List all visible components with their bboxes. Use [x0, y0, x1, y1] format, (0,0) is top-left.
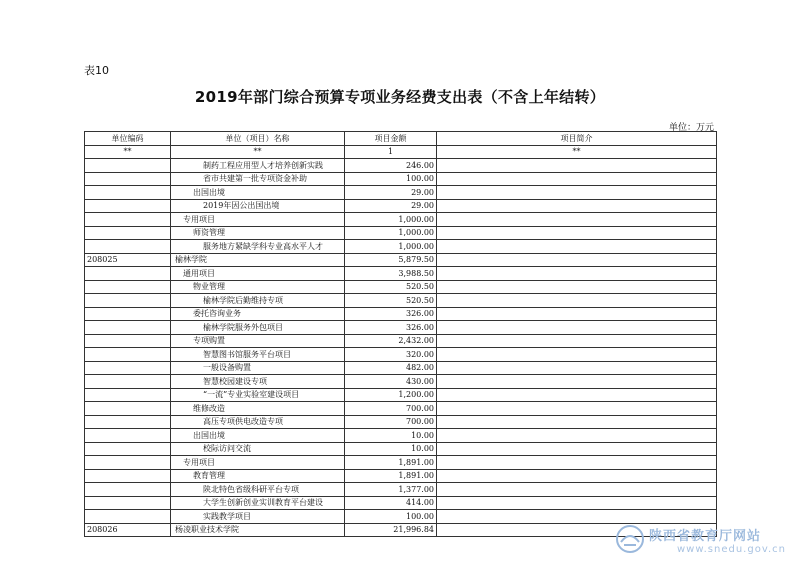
row-amount: 246.00 — [345, 159, 437, 173]
row-description — [437, 483, 717, 497]
row-amount: 1,000.00 — [345, 213, 437, 227]
row-unit-code — [85, 429, 171, 443]
table-row — [85, 280, 717, 294]
row-unit-code — [85, 294, 171, 308]
row-description — [437, 348, 717, 362]
row-unit-code — [85, 213, 171, 227]
row-amount: 21,996.84 — [345, 523, 437, 537]
row-description — [437, 199, 717, 213]
header-unit-name: 单位（项目）名称 — [171, 132, 345, 146]
row-item-name: 一般设备购置 — [171, 361, 345, 375]
row-description — [437, 240, 717, 254]
row-unit-code — [85, 415, 171, 429]
header-unit-code: 单位编码 — [85, 132, 171, 146]
row-description — [437, 213, 717, 227]
row-description — [437, 280, 717, 294]
row-amount: 1,891.00 — [345, 469, 437, 483]
row-amount: 326.00 — [345, 307, 437, 321]
row-description — [437, 388, 717, 402]
table-row — [85, 402, 717, 416]
row-description — [437, 415, 717, 429]
row-description — [437, 307, 717, 321]
row-unit-code — [85, 496, 171, 510]
row-item-name: 榆林学院服务外包项目 — [171, 321, 345, 335]
table-row — [85, 375, 717, 389]
header-row — [85, 132, 717, 146]
row-amount: 414.00 — [345, 496, 437, 510]
table-row — [85, 496, 717, 510]
row-description — [437, 294, 717, 308]
row-unit-code: 208026 — [85, 523, 171, 537]
row-amount: 700.00 — [345, 415, 437, 429]
unit-label: 单位：万元 — [668, 123, 714, 133]
row-amount: 3,988.50 — [345, 267, 437, 281]
row-amount: 482.00 — [345, 361, 437, 375]
marker-cell: ** — [437, 145, 717, 159]
table-row — [85, 172, 717, 186]
table-row — [85, 469, 717, 483]
row-item-name: 榆林学院后勤维持专项 — [171, 294, 345, 308]
row-description — [437, 186, 717, 200]
row-amount: 520.50 — [345, 294, 437, 308]
row-item-name: 专项购置 — [171, 334, 345, 348]
marker-cell: 1 — [345, 145, 437, 159]
row-description — [437, 267, 717, 281]
row-description — [437, 469, 717, 483]
row-description — [437, 496, 717, 510]
row-description — [437, 361, 717, 375]
table-row — [85, 307, 717, 321]
row-amount: 10.00 — [345, 429, 437, 443]
table-row — [85, 483, 717, 497]
row-amount: 1,000.00 — [345, 226, 437, 240]
row-item-name: 出国出境 — [171, 429, 345, 443]
row-item-name: 智慧图书馆服务平台项目 — [171, 348, 345, 362]
row-item-name: 委托咨询业务 — [171, 307, 345, 321]
row-amount: 5,879.50 — [345, 253, 437, 267]
row-item-name: 省市共建第一批专项资金补助 — [171, 172, 345, 186]
row-amount: 10.00 — [345, 442, 437, 456]
row-description — [437, 442, 717, 456]
table-row — [85, 429, 717, 443]
table-row — [85, 442, 717, 456]
row-amount: 100.00 — [345, 172, 437, 186]
row-unit-code — [85, 307, 171, 321]
site-logo-icon — [615, 524, 645, 554]
table-row — [85, 348, 717, 362]
row-item-name: 专用项目 — [171, 213, 345, 227]
site-watermark — [615, 522, 800, 567]
row-amount: 1,200.00 — [345, 388, 437, 402]
marker-cell: ** — [171, 145, 345, 159]
marker-cell: ** — [85, 145, 171, 159]
row-unit-code — [85, 483, 171, 497]
row-description — [437, 172, 717, 186]
table-row — [85, 267, 717, 281]
row-item-name: 服务地方紧缺学科专业高水平人才 — [171, 240, 345, 254]
row-amount: 430.00 — [345, 375, 437, 389]
row-item-name: 高压专项供电改造专项 — [171, 415, 345, 429]
row-unit-code — [85, 361, 171, 375]
row-item-name: 通用项目 — [171, 267, 345, 281]
row-item-name: 教育管理 — [171, 469, 345, 483]
row-unit-code — [85, 172, 171, 186]
row-description — [437, 321, 717, 335]
row-unit-code — [85, 321, 171, 335]
budget-table — [84, 131, 717, 537]
row-item-name: 校际访问交流 — [171, 442, 345, 456]
table-row — [85, 361, 717, 375]
row-amount: 326.00 — [345, 321, 437, 335]
row-description — [437, 226, 717, 240]
row-item-name: 2019年因公出国出境 — [171, 199, 345, 213]
row-unit-code — [85, 240, 171, 254]
watermark-site-name: 陕西省教育厅网站 — [649, 529, 762, 544]
table-row — [85, 186, 717, 200]
row-amount: 320.00 — [345, 348, 437, 362]
table-row — [85, 226, 717, 240]
row-unit-code — [85, 199, 171, 213]
row-unit-code — [85, 280, 171, 294]
table-row — [85, 240, 717, 254]
row-item-name: 榆林学院 — [171, 253, 345, 267]
row-unit-code — [85, 348, 171, 362]
row-unit-code — [85, 267, 171, 281]
row-unit-code — [85, 388, 171, 402]
table-body — [85, 159, 717, 537]
watermark-url: www.snedu.gov.cn — [677, 544, 786, 555]
marker-row — [85, 145, 717, 159]
row-unit-code — [85, 186, 171, 200]
row-item-name: 智慧校园建设专项 — [171, 375, 345, 389]
row-amount: 1,377.00 — [345, 483, 437, 497]
row-unit-code — [85, 334, 171, 348]
row-description — [437, 253, 717, 267]
row-amount: 29.00 — [345, 199, 437, 213]
row-item-name: 制药工程应用型人才培养创新实践 — [171, 159, 345, 173]
table-row — [85, 294, 717, 308]
row-item-name: 师资管理 — [171, 226, 345, 240]
table-row — [85, 159, 717, 173]
row-item-name: 物业管理 — [171, 280, 345, 294]
row-description — [437, 510, 717, 524]
row-description — [437, 429, 717, 443]
row-unit-code — [85, 226, 171, 240]
row-item-name: 实践教学项目 — [171, 510, 345, 524]
row-item-name: “一流”专业实验室建设项目 — [171, 388, 345, 402]
row-amount: 2,432.00 — [345, 334, 437, 348]
table-row — [85, 388, 717, 402]
row-unit-code: 208025 — [85, 253, 171, 267]
row-item-name: 维修改造 — [171, 402, 345, 416]
row-description — [437, 456, 717, 470]
row-amount: 700.00 — [345, 402, 437, 416]
row-amount: 29.00 — [345, 186, 437, 200]
row-description — [437, 334, 717, 348]
row-description — [437, 159, 717, 173]
table-row — [85, 334, 717, 348]
row-unit-code — [85, 442, 171, 456]
table-row — [85, 321, 717, 335]
row-unit-code — [85, 456, 171, 470]
row-item-name: 杨凌职业技术学院 — [171, 523, 345, 537]
row-unit-code — [85, 469, 171, 483]
table-row — [85, 456, 717, 470]
table-row — [85, 253, 717, 267]
table-row — [85, 510, 717, 524]
page-title: 2019年部门综合预算专项业务经费支出表（不含上年结转） — [194, 88, 606, 106]
row-unit-code — [85, 159, 171, 173]
row-amount: 1,000.00 — [345, 240, 437, 254]
table-row — [85, 415, 717, 429]
row-description — [437, 375, 717, 389]
row-amount: 1,891.00 — [345, 456, 437, 470]
row-description — [437, 402, 717, 416]
row-item-name: 大学生创新创业实训教育平台建设 — [171, 496, 345, 510]
header-description: 项目简介 — [437, 132, 717, 146]
row-item-name: 出国出境 — [171, 186, 345, 200]
row-item-name: 专用项目 — [171, 456, 345, 470]
row-unit-code — [85, 510, 171, 524]
row-amount: 100.00 — [345, 510, 437, 524]
row-item-name: 陕北特色省级科研平台专项 — [171, 483, 345, 497]
header-amount: 项目金额 — [345, 132, 437, 146]
row-unit-code — [85, 402, 171, 416]
row-unit-code — [85, 375, 171, 389]
table-number: 表10 — [84, 64, 109, 77]
row-amount: 520.50 — [345, 280, 437, 294]
table-row — [85, 199, 717, 213]
table-row — [85, 213, 717, 227]
